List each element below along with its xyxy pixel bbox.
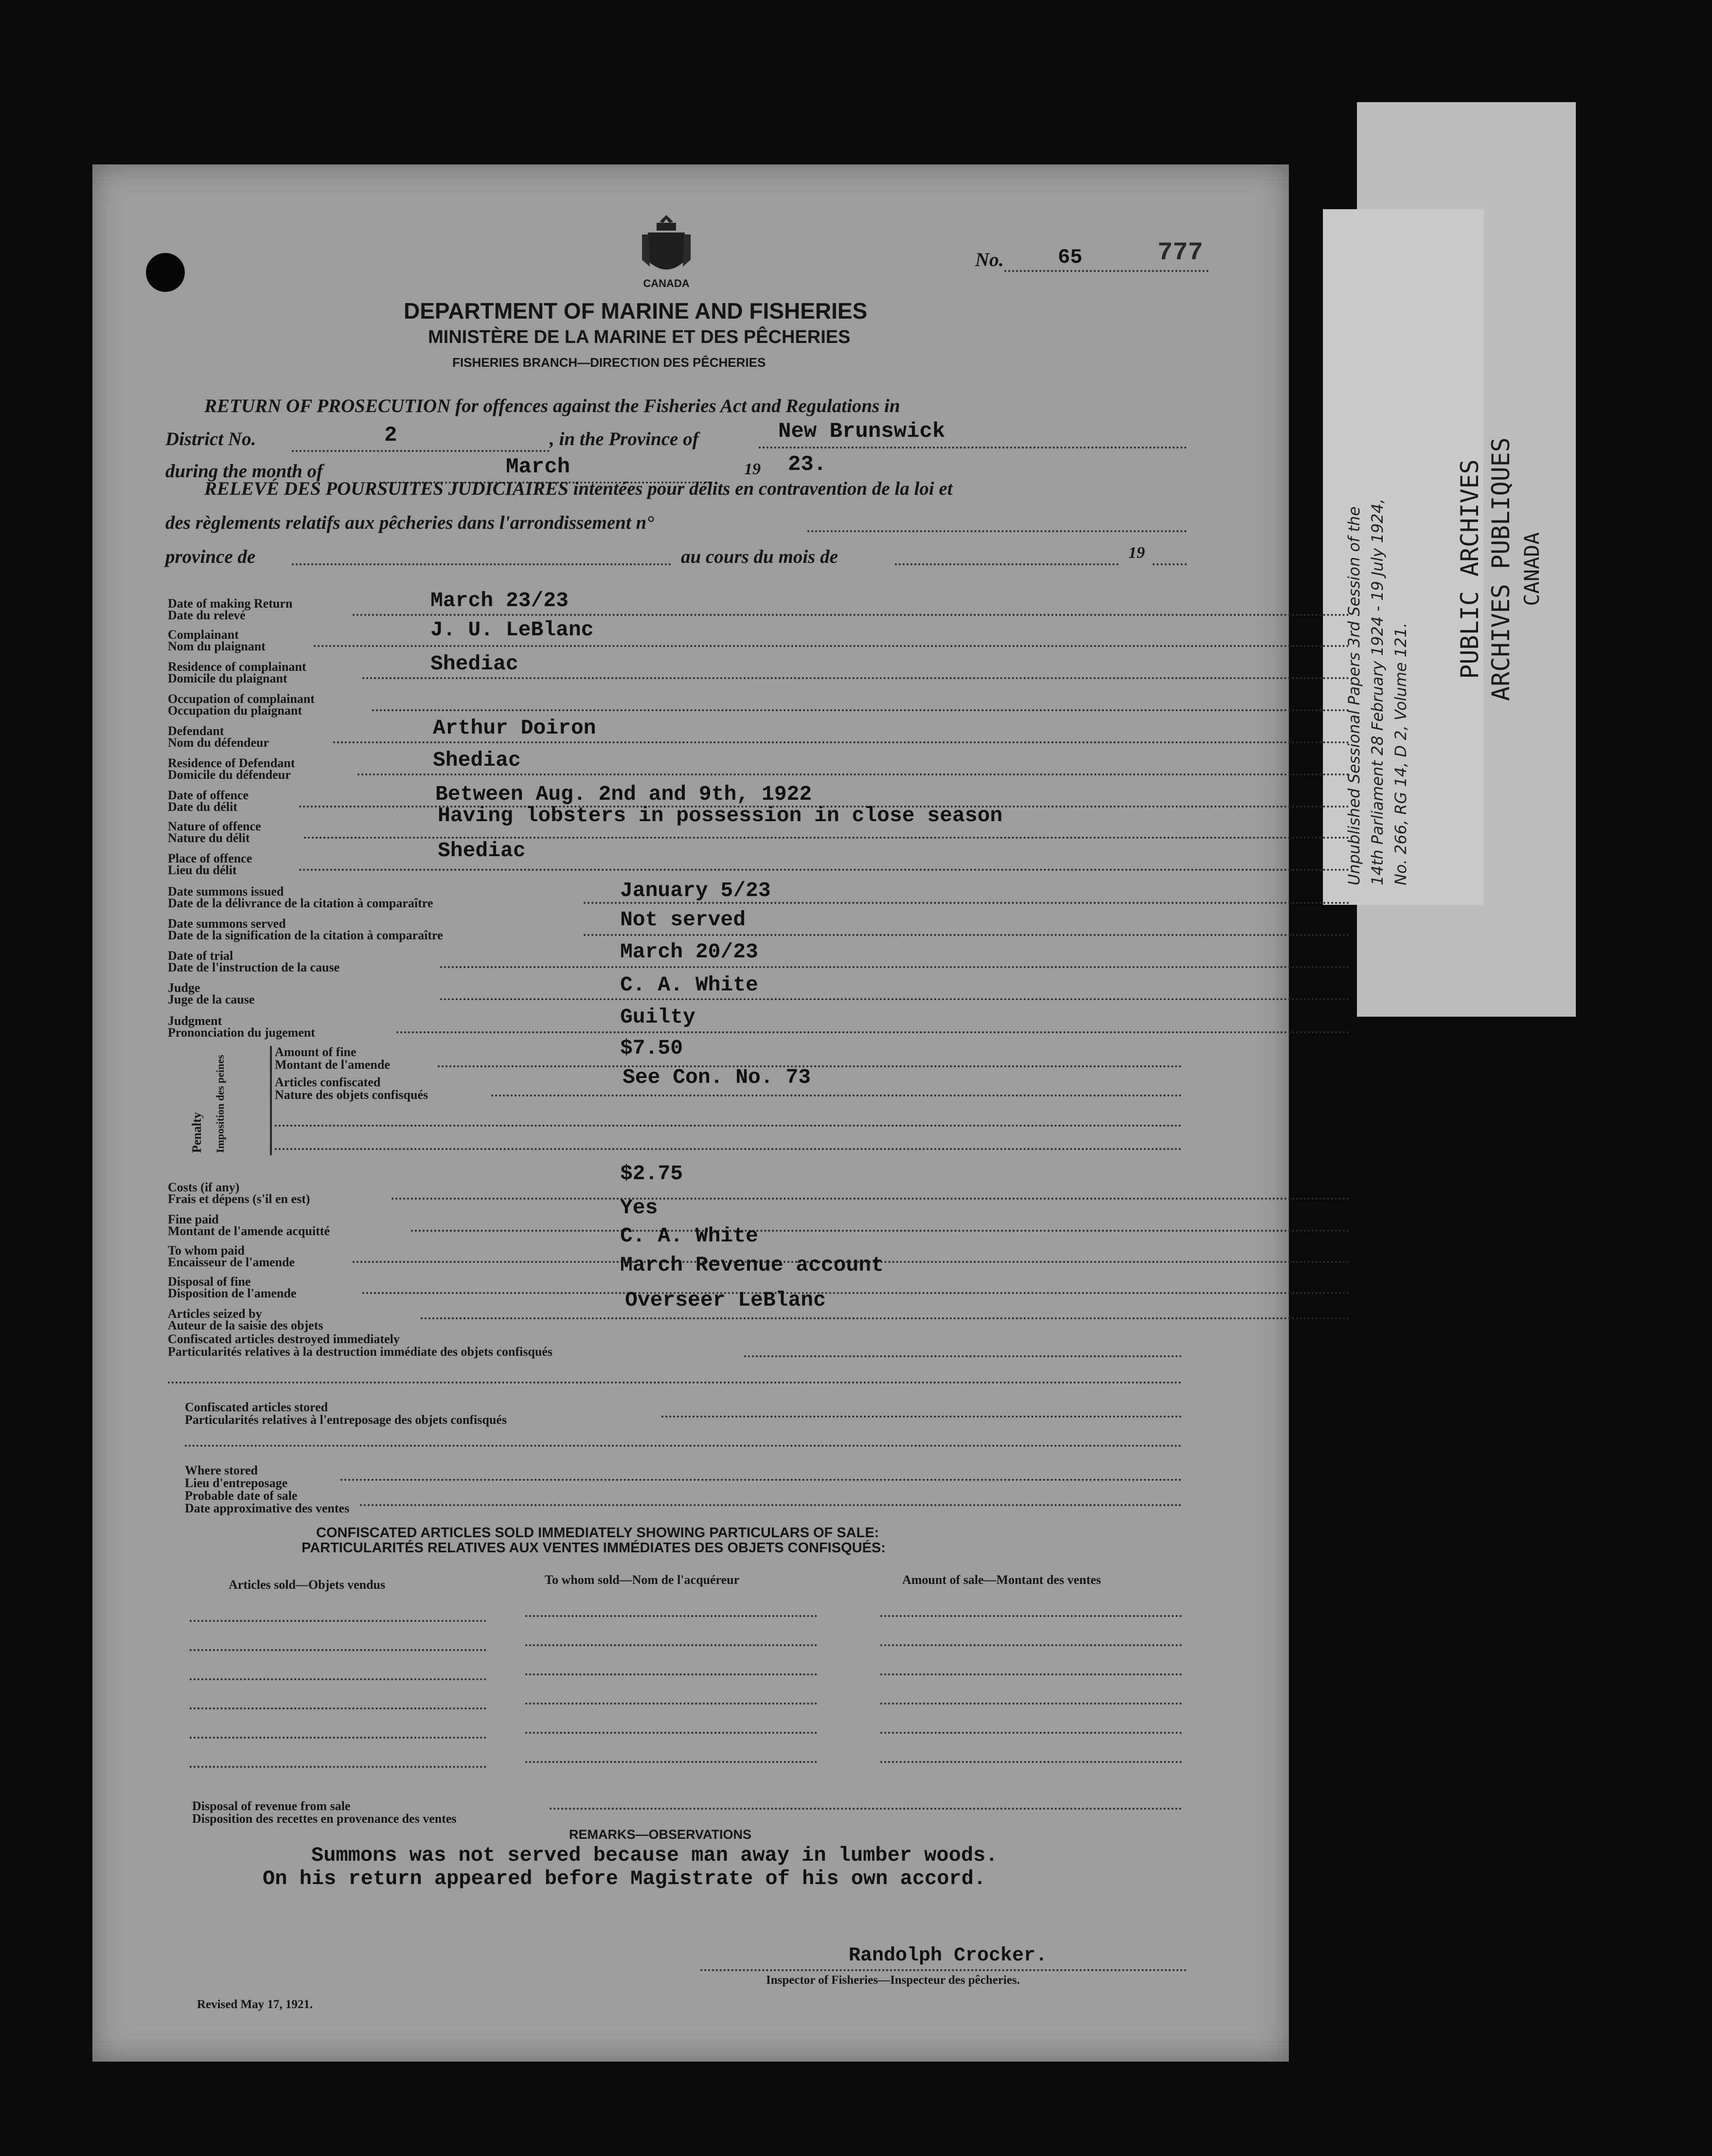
sold-line: [880, 1644, 1182, 1646]
field-label-en: Residence of complainant: [168, 660, 306, 674]
sale-date-line: [360, 1504, 1182, 1506]
field-label-fr: Date de la délivrance de la citation à comparaître: [168, 896, 433, 910]
stored-label-fr: Particularités relatives à l'entreposage des objets confisqués: [185, 1413, 507, 1427]
field-label-fr: Encaisseur de l'amende: [168, 1255, 295, 1269]
field-value: Arthur Doiron: [433, 716, 596, 740]
articles-line-2: [275, 1125, 1182, 1127]
field-label-en: Date of offence: [168, 788, 249, 802]
field-label-fr: Prononciation du jugement: [168, 1025, 315, 1040]
articles-line: [491, 1095, 1182, 1096]
crest-label: CANADA: [643, 277, 690, 289]
sold-line: [880, 1615, 1182, 1617]
field-value: Shediac: [438, 839, 526, 862]
archive-stamp-line: CANADA: [1520, 532, 1544, 606]
field-label-en: Disposal of fine: [168, 1275, 251, 1289]
province-label: , in the Province of: [550, 429, 699, 449]
title-en: DEPARTMENT OF MARINE AND FISHERIES: [404, 298, 868, 323]
field-line: [411, 1230, 1350, 1232]
field-line: [440, 998, 1350, 1000]
sold-line: [880, 1761, 1182, 1763]
sold-heading-fr: PARTICULARITÉS RELATIVES AUX VENTES IMMÉDIATES DES OBJETS CONFISQUÉS:: [302, 1540, 886, 1556]
field-label-fr: Lieu du délit: [168, 863, 237, 877]
field-line: [392, 1198, 1350, 1200]
field-label-en: Defendant: [168, 724, 224, 738]
branch-title: FISHERIES BRANCH—DIRECTION DES PÊCHERIES: [452, 355, 766, 370]
field-label-fr: Date de l'instruction de la cause: [168, 960, 340, 974]
field-value: March Revenue account: [620, 1253, 884, 1277]
field-label-fr: Frais et dépens (s'il en est): [168, 1192, 310, 1206]
province-fr-line: [292, 563, 671, 565]
field-label-en: Articles seized by: [168, 1307, 262, 1321]
sold-line: [525, 1761, 817, 1763]
sold-line: [525, 1673, 817, 1675]
field-label-fr: Auteur de la saisie des objets: [168, 1318, 323, 1332]
signature-name: Randolph Crocker.: [849, 1945, 1048, 1967]
field-label-en: Date summons issued: [168, 884, 284, 898]
articles-label-en: Articles confiscated: [275, 1075, 381, 1089]
punch-hole: [146, 253, 185, 292]
fine-label-en: Amount of fine: [275, 1045, 357, 1059]
articles-value: See Con. No. 73: [623, 1065, 811, 1089]
field-value: J. U. LeBlanc: [430, 618, 594, 642]
field-value: Overseer LeBlanc: [625, 1288, 826, 1312]
field-label-en: Date summons served: [168, 916, 286, 931]
field-line: [299, 869, 1350, 871]
field-label-en: Date of making Return: [168, 596, 293, 611]
district-label: District No.: [165, 429, 256, 449]
destroyed-label-fr: Particularités relatives à la destruction immédiate des objets confisqués: [168, 1345, 553, 1359]
sale-date-en: Probable date of sale: [185, 1489, 298, 1503]
destroyed-line-2: [168, 1382, 1182, 1383]
district-line: [292, 450, 550, 452]
archive-stamp-line: ARCHIVES PUBLIQUES: [1487, 437, 1515, 701]
month-value: March: [506, 455, 571, 479]
field-label-en: Residence of Defendant: [168, 756, 295, 770]
fine-value: $7.50: [620, 1036, 683, 1060]
number-label: No.: [975, 249, 1004, 270]
archive-note-line: 14th Parliament 28 February 1924 - 19 July 1924,: [1368, 498, 1387, 885]
sold-column-3: Amount of sale—Montant des ventes: [902, 1573, 1101, 1587]
field-label-fr: Nom du plaignant: [168, 639, 266, 653]
field-label-fr: Montant de l'amende acquitté: [168, 1224, 330, 1238]
sold-heading-en: CONFISCATED ARTICLES SOLD IMMEDIATELY SHOWING PARTICULARS OF SALE:: [316, 1525, 879, 1541]
destroyed-label-en: Confiscated articles destroyed immediately: [168, 1332, 400, 1346]
intro-fr-line-3b: au cours du mois de: [681, 546, 838, 567]
field-label-en: Judgment: [168, 1014, 222, 1028]
year-value: 23.: [788, 452, 827, 477]
sold-line: [880, 1673, 1182, 1675]
articles-line-3: [275, 1148, 1182, 1150]
field-line: [362, 1292, 1350, 1294]
sold-column-2: To whom sold—Nom de l'acquéreur: [545, 1573, 740, 1587]
remarks-line-2: On his return appeared before Magistrate of his own accord.: [263, 1867, 986, 1890]
remarks-line-1: Summons was not served because man away in lumber woods.: [311, 1844, 998, 1867]
revenue-label-en: Disposal of revenue from sale: [192, 1799, 351, 1813]
field-label-en: Date of trial: [168, 949, 233, 963]
district-value: 2: [384, 423, 397, 448]
field-value: March 23/23: [430, 589, 569, 612]
sold-line: [190, 1678, 486, 1680]
field-value: Yes: [620, 1196, 658, 1220]
fine-label-fr: Montant de l'amende: [275, 1058, 390, 1072]
stored-label-en: Confiscated articles stored: [185, 1400, 328, 1414]
number-value: 65: [1058, 246, 1083, 269]
mois-fr-line: [895, 563, 1119, 565]
field-label-fr: Date du délit: [168, 800, 237, 814]
archive-stamp-line: PUBLIC ARCHIVES: [1456, 459, 1484, 679]
intro-fr-line-2: des règlements relatifs aux pêcheries dans l'arrondissement n°: [165, 512, 654, 533]
field-value: C. A. White: [620, 973, 758, 997]
field-line: [421, 1317, 1350, 1319]
field-value: Having lobsters in possession in close season: [438, 804, 1003, 827]
province-value: New Brunswick: [778, 419, 945, 444]
field-label-fr: Domicile du défendeur: [168, 768, 291, 782]
field-value: January 5/23: [620, 879, 771, 902]
where-stored-en: Where stored: [185, 1463, 258, 1477]
field-value: Guilty: [620, 1005, 696, 1029]
stored-line: [661, 1416, 1182, 1418]
archive-note-line: Unpublished Sessional Papers 3rd Session of the: [1345, 506, 1363, 885]
field-value: March 20/23: [620, 940, 758, 964]
articles-label-fr: Nature des objets confisqués: [275, 1088, 428, 1102]
year-prefix: 19: [744, 460, 761, 478]
field-label-fr: Disposition de l'amende: [168, 1286, 297, 1300]
penalty-label-en: Penalty: [190, 1112, 204, 1153]
sold-line: [880, 1732, 1182, 1734]
year-fr-line: [1153, 563, 1187, 565]
field-value: C. A. White: [620, 1224, 758, 1248]
field-label-en: To whom paid: [168, 1243, 245, 1258]
sold-line: [190, 1766, 486, 1768]
archive-stamp: [1454, 350, 1548, 788]
field-label-fr: Date de la signification de la citation à comparaître: [168, 928, 443, 942]
field-line: [357, 773, 1350, 775]
canada-crest-icon: [637, 213, 696, 281]
field-line: [353, 614, 1350, 616]
field-line: [584, 934, 1350, 936]
archive-note-line: No. 266, RG 14, D 2, Volume 121.: [1391, 622, 1410, 885]
intro-fr-line-2-rule: [807, 530, 1187, 532]
revised-date: Revised May 17, 1921.: [197, 1998, 313, 2011]
revenue-line: [550, 1808, 1182, 1810]
stored-line-2: [185, 1445, 1182, 1447]
field-label-en: Place of offence: [168, 851, 252, 865]
intro-fr-line-3a: province de: [165, 546, 256, 567]
field-value: Between Aug. 2nd and 9th, 1922: [435, 782, 812, 806]
title-fr: MINISTÈRE DE LA MARINE ET DES PÊCHERIES: [428, 327, 851, 347]
remarks-heading: REMARKS—OBSERVATIONS: [569, 1827, 752, 1842]
field-label-en: Complainant: [168, 628, 239, 642]
field-line: [440, 966, 1350, 968]
sale-date-fr: Date approximative des ventes: [185, 1501, 350, 1515]
field-label-fr: Juge de la cause: [168, 992, 255, 1006]
month-label: during the month of: [165, 461, 323, 482]
field-value: Shediac: [433, 748, 521, 772]
field-label-fr: Nature du délit: [168, 831, 250, 845]
sold-line: [190, 1737, 486, 1739]
sold-line: [525, 1615, 817, 1617]
field-label-en: Occupation of complainant: [168, 692, 315, 706]
signature-line: [700, 1969, 1187, 1971]
intro-fr-line-1: RELEVÉ DES POURSUITES JUDICIAIRES intentées pour délits en contravention de la loi et: [204, 478, 953, 499]
field-line: [314, 645, 1350, 647]
sold-line: [525, 1732, 817, 1734]
sold-line: [190, 1620, 486, 1622]
field-value: Not served: [620, 908, 746, 932]
where-stored-line: [340, 1479, 1182, 1481]
intro-fr-line-3c: 19: [1128, 544, 1145, 562]
field-label-fr: Domicile du plaignant: [168, 671, 287, 685]
field-label-en: Nature of offence: [168, 819, 261, 833]
field-line: [372, 709, 1350, 711]
field-label-fr: Occupation du plaignant: [168, 703, 302, 718]
where-stored-fr: Lieu d'entreposage: [185, 1476, 288, 1490]
field-line: [396, 1031, 1350, 1033]
field-label-en: Fine paid: [168, 1212, 219, 1226]
field-value: Shediac: [430, 652, 518, 676]
sold-line: [525, 1644, 817, 1646]
field-label-fr: Date du relevé: [168, 608, 246, 622]
sold-line: [525, 1703, 817, 1705]
field-label-en: Costs (if any): [168, 1180, 240, 1194]
sold-line: [880, 1703, 1182, 1705]
destroyed-line: [744, 1355, 1182, 1357]
field-label-en: Judge: [168, 981, 200, 995]
sold-line: [190, 1707, 486, 1709]
field-line: [362, 677, 1350, 679]
penalty-brace: [270, 1046, 272, 1155]
field-line: [333, 741, 1350, 743]
province-line: [759, 447, 1187, 449]
signature-title: Inspector of Fisheries—Inspecteur des pêcheries.: [766, 1974, 1020, 1987]
number-stamp: 777: [1158, 238, 1203, 267]
archive-note-text: [1342, 499, 1412, 885]
revenue-label-fr: Disposition des recettes en provenance des ventes: [192, 1812, 457, 1826]
field-value: $2.75: [620, 1162, 683, 1186]
sold-line: [190, 1649, 486, 1651]
intro-line-1: RETURN OF PROSECUTION for offences against the Fisheries Act and Regulations in: [204, 395, 900, 416]
penalty-label-fr: Imposition des peines: [214, 1055, 226, 1153]
number-line: [1004, 270, 1209, 272]
field-label-fr: Nom du défendeur: [168, 736, 269, 750]
sold-column-1: Articles sold—Objets vendus: [229, 1578, 386, 1592]
